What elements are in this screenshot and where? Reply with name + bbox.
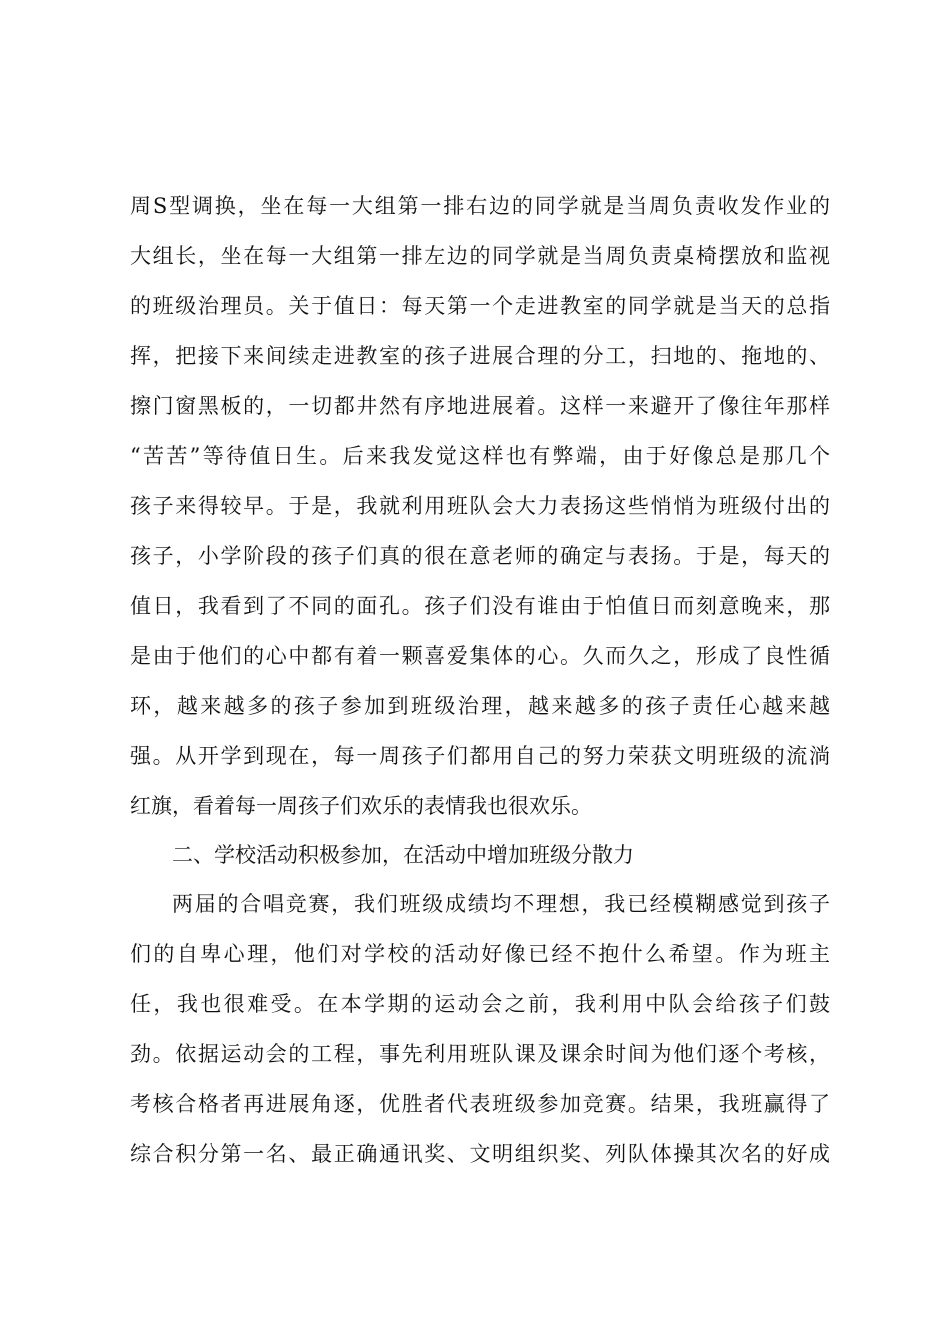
text-line: 强。从开学到现在，每一周孩子们都用自己的努力荣获文明班级的流淌	[130, 744, 830, 768]
text-line: 两届的合唱竞赛，我们班级成绩均不理想，我已经模糊感觉到孩子	[172, 892, 830, 916]
text-line: 擦门窗黑板的，一切都井然有序地进展着。这样一来避开了像往年那样	[130, 394, 830, 418]
text-line: 任，我也很难受。在本学期的运动会之前，我利用中队会给孩子们鼓	[130, 992, 830, 1016]
text-line: 大组长，坐在每一大组第一排左边的同学就是当周负责桌椅摆放和监视	[130, 244, 830, 268]
text-line: 是由于他们的心中都有着一颗喜爱集体的心。久而久之，形成了良性循	[130, 644, 830, 668]
text-line: 挥，把接下来间续走进教室的孩子进展合理的分工，扫地的、拖地的、	[130, 344, 830, 368]
text-line: 孩子，小学阶段的孩子们真的很在意老师的确定与表扬。于是，每天的	[130, 544, 830, 568]
text-line: 环，越来越多的孩子参加到班级治理，越来越多的孩子责任心越来越	[130, 694, 830, 718]
text-line: 周S型调换，坐在每一大组第一排右边的同学就是当周负责收发作业的	[130, 194, 830, 218]
text-line: 红旗，看着每一周孩子们欢乐的表情我也很欢乐。	[130, 794, 592, 818]
text-line: 劲。依据运动会的工程，事先利用班队课及课余时间为他们逐个考核，	[130, 1042, 830, 1066]
text-line: 的班级治理员。关于值日：每天第一个走进教室的同学就是当天的总指	[130, 294, 830, 318]
text-line: 孩子来得较早。于是，我就利用班队会大力表扬这些悄悄为班级付出的	[130, 494, 830, 518]
text-line: 们的自卑心理，他们对学校的活动好像已经不抱什么希望。作为班主	[130, 942, 830, 966]
section-heading: 二、学校活动积极参加，在活动中增加班级分散力	[172, 843, 634, 867]
text-line: 值日，我看到了不同的面孔。孩子们没有谁由于怕值日而刻意晚来，那	[130, 594, 830, 618]
text-line: “苦苦”等待值日生。后来我发觉这样也有弊端，由于好像总是那几个	[130, 444, 830, 468]
text-line: 考核合格者再进展角逐，优胜者代表班级参加竞赛。结果，我班赢得了	[130, 1092, 830, 1116]
text-line: 综合积分第一名、最正确通讯奖、文明组织奖、列队体操其次名的好成	[130, 1142, 830, 1166]
